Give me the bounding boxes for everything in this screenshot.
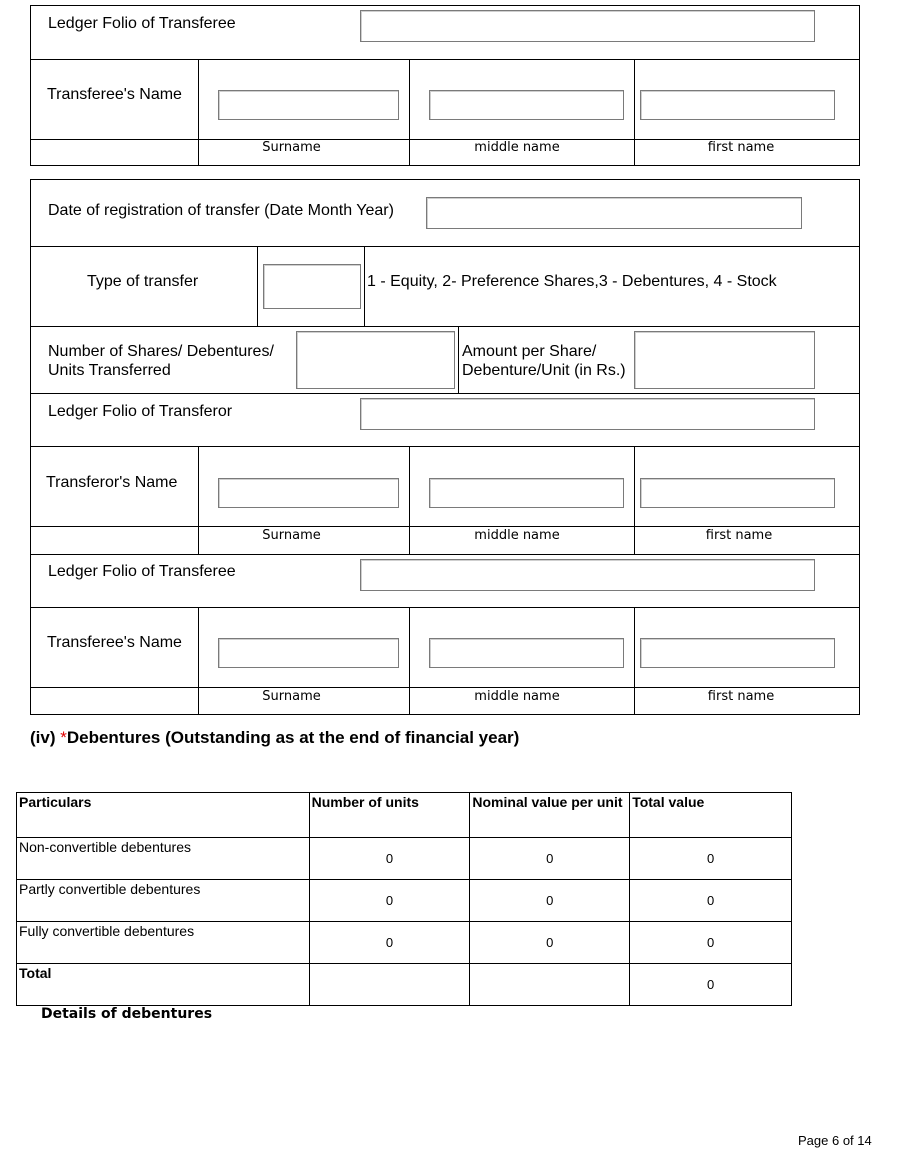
units-cell[interactable]: 0 [309, 880, 470, 922]
surname-caption: Surname [262, 528, 321, 543]
particular-cell: Partly convertible debentures [17, 880, 310, 922]
ledger-folio-transferee-input[interactable] [360, 559, 815, 591]
divider [30, 393, 860, 394]
total-cell: 0 [630, 880, 792, 922]
ledger-folio-transferor-label: Ledger Folio of Transferor [48, 403, 233, 420]
amount-per-share-label-line1: Amount per Share/ [462, 343, 597, 360]
number-of-shares-label-line2: Units Transferred [48, 362, 171, 379]
transferee-middle-name-input[interactable] [429, 638, 624, 668]
nominal-cell[interactable]: 0 [470, 922, 630, 964]
section-title-text: Debentures (Outstanding as at the end of financial year) [66, 728, 520, 747]
divider [257, 246, 258, 326]
surname-caption: Surname [262, 689, 321, 704]
divider [364, 246, 365, 326]
debentures-table [16, 792, 792, 1006]
details-of-debentures-heading: Details of debentures [41, 1006, 213, 1022]
transferor-name-label: Transferor's Name [46, 474, 178, 491]
divider [30, 687, 860, 688]
divider [30, 246, 860, 247]
middle-name-caption: middle name [474, 140, 560, 155]
total-nominal-cell [470, 964, 630, 1006]
table-total-row [17, 964, 792, 1006]
date-of-registration-input[interactable] [426, 197, 802, 229]
ledger-folio-transferee-label: Ledger Folio of Transferee [48, 563, 236, 580]
particular-cell: Fully convertible debentures [17, 922, 310, 964]
divider [30, 446, 860, 447]
divider [30, 526, 860, 527]
transferee-name-label: Transferee's Name [47, 634, 182, 651]
units-cell[interactable]: 0 [309, 838, 470, 880]
first-name-caption: first name [705, 528, 773, 543]
grand-total-cell: 0 [630, 964, 792, 1006]
number-of-shares-input[interactable] [296, 331, 455, 389]
header-total-value: Total value [630, 793, 792, 838]
header-number-of-units: Number of units [309, 793, 470, 838]
divider [30, 607, 860, 608]
table-row [17, 838, 792, 880]
transferee-first-name-input[interactable] [640, 638, 835, 668]
required-mark: * [60, 728, 67, 747]
transferee-surname-input[interactable] [218, 90, 399, 120]
first-name-caption: first name [707, 140, 775, 155]
type-of-transfer-input[interactable] [263, 264, 361, 309]
amount-per-share-label-line2: Debenture/Unit (in Rs.) [462, 362, 626, 379]
transferor-first-name-input[interactable] [640, 478, 835, 508]
particular-cell: Non-convertible debentures [17, 838, 310, 880]
transferee-first-name-input[interactable] [640, 90, 835, 120]
nominal-cell[interactable]: 0 [470, 880, 630, 922]
debentures-section-title [30, 728, 519, 748]
date-of-registration-label: Date of registration of transfer (Date Month Year) [48, 202, 394, 219]
header-nominal-value: Nominal value per unit [470, 793, 630, 838]
table-header-row [17, 793, 792, 838]
transferor-middle-name-input[interactable] [429, 478, 624, 508]
middle-name-caption: middle name [474, 689, 560, 704]
number-of-shares-label-line1: Number of Shares/ Debentures/ [48, 343, 274, 360]
table-row [17, 922, 792, 964]
transferee-name-label: Transferee's Name [47, 86, 182, 103]
header-particulars: Particulars [17, 793, 310, 838]
type-of-transfer-label: Type of transfer [87, 273, 199, 290]
total-cell: 0 [630, 838, 792, 880]
transferor-surname-input[interactable] [218, 478, 399, 508]
divider [458, 326, 459, 393]
page-number: Page 6 of 14 [798, 1133, 872, 1148]
amount-per-share-input[interactable] [634, 331, 815, 389]
total-units-cell [309, 964, 470, 1006]
ledger-folio-transferor-input[interactable] [360, 398, 815, 430]
divider [30, 59, 860, 60]
total-label-cell: Total [17, 964, 310, 1006]
ledger-folio-transferee-label: Ledger Folio of Transferee [48, 15, 236, 32]
transferee-middle-name-input[interactable] [429, 90, 624, 120]
transferee-surname-input[interactable] [218, 638, 399, 668]
surname-caption: Surname [262, 140, 321, 155]
divider [30, 326, 860, 327]
table-row [17, 880, 792, 922]
total-cell: 0 [630, 922, 792, 964]
section-number: (iv) [30, 728, 61, 747]
type-of-transfer-options: 1 - Equity, 2- Preference Shares,3 - Debentures, 4 - Stock [367, 273, 777, 290]
units-cell[interactable]: 0 [309, 922, 470, 964]
middle-name-caption: middle name [474, 528, 560, 543]
ledger-folio-transferee-input[interactable] [360, 10, 815, 42]
nominal-cell[interactable]: 0 [470, 838, 630, 880]
divider [30, 554, 860, 555]
first-name-caption: first name [707, 689, 775, 704]
